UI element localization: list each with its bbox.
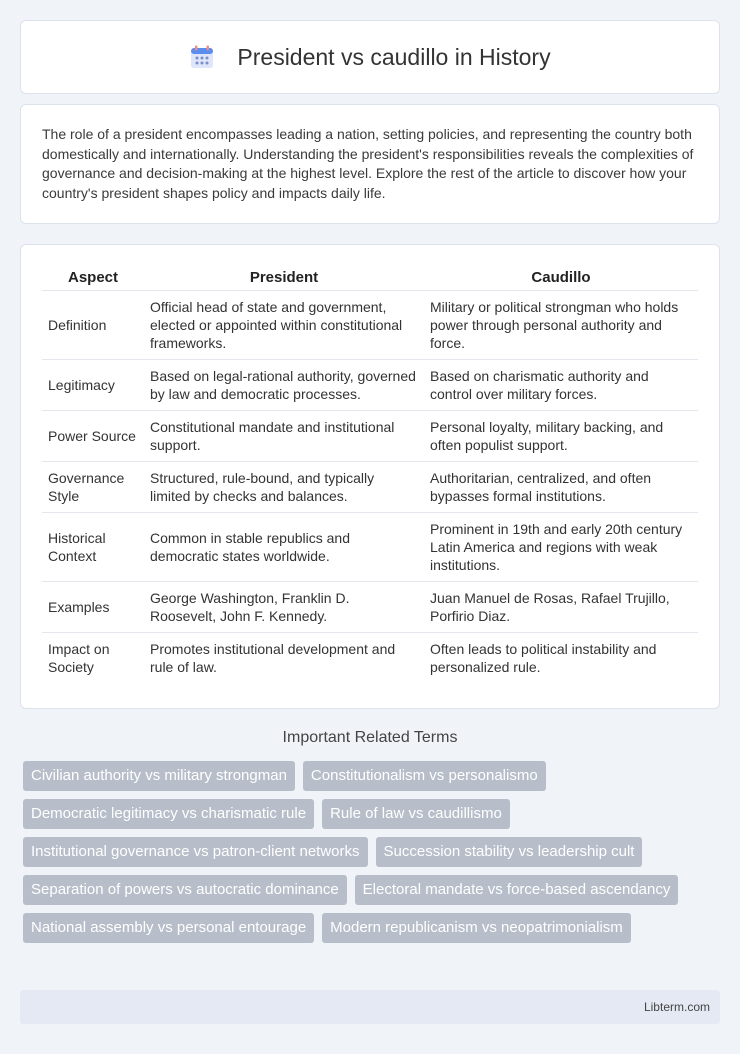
- aspect-cell: Examples: [42, 581, 144, 632]
- aspect-cell: Legitimacy: [42, 359, 144, 410]
- intro-text: The role of a president encompasses leading a nation, setting policies, and representing the country both domestically and internationally. Understanding the president's responsibilities reveals the complexities of governance and decision-making at the highest level. Explore the rest of the article to discover how your country's president shapes policy and impacts daily life.: [42, 126, 694, 201]
- aspect-cell: Governance Style: [42, 461, 144, 512]
- president-cell: Official head of state and government, elected or appointed within constitutional frameworks.: [144, 290, 424, 359]
- related-term-tag[interactable]: Civilian authority vs military strongman: [23, 761, 295, 791]
- intro-section: [20, 104, 720, 224]
- related-terms-list: [23, 761, 713, 943]
- related-terms-title: Important Related Terms: [282, 729, 458, 746]
- president-cell: Common in stable republics and democratic states worldwide.: [144, 512, 424, 581]
- footer: [20, 990, 720, 1024]
- page-title: President vs caudillo in History: [237, 43, 551, 70]
- table-row: [42, 632, 698, 683]
- caudillo-cell: Often leads to political instability and personalized rule.: [424, 632, 698, 683]
- related-term-tag[interactable]: National assembly vs personal entourage: [23, 913, 314, 943]
- related-term-tag[interactable]: Constitutionalism vs personalismo: [303, 761, 546, 791]
- footer-site-link[interactable]: Libterm.com: [643, 1000, 710, 1014]
- calendar-icon: [189, 44, 215, 70]
- aspect-cell: Impact on Society: [42, 632, 144, 683]
- president-cell: George Washington, Franklin D. Roosevelt, John F. Kennedy.: [144, 581, 424, 632]
- related-term-tag[interactable]: Institutional governance vs patron-client networks: [23, 837, 368, 867]
- aspect-cell: Definition: [42, 290, 144, 359]
- table-row: [42, 290, 698, 359]
- table-row: [42, 512, 698, 581]
- header-president: President: [249, 269, 319, 287]
- caudillo-cell: Military or political strongman who holds power through personal authority and force.: [424, 290, 698, 359]
- header-caudillo: Caudillo: [531, 269, 591, 287]
- caudillo-cell: Juan Manuel de Rosas, Rafael Trujillo, Porfirio Diaz.: [424, 581, 698, 632]
- caudillo-cell: Prominent in 19th and early 20th century Latin America and regions with weak institutions.: [424, 512, 698, 581]
- aspect-cell: Historical Context: [42, 512, 144, 581]
- caudillo-cell: Authoritarian, centralized, and often bypasses formal institutions.: [424, 461, 698, 512]
- president-cell: Structured, rule-bound, and typically limited by checks and balances.: [144, 461, 424, 512]
- table-row: [42, 410, 698, 461]
- page-header: [20, 20, 720, 94]
- related-term-tag[interactable]: Rule of law vs caudillismo: [322, 799, 510, 829]
- related-term-tag[interactable]: Electoral mandate vs force-based ascendancy: [355, 875, 679, 905]
- comparison-section: [20, 244, 720, 709]
- table-row: [42, 359, 698, 410]
- table-row: [42, 581, 698, 632]
- table-row: [42, 461, 698, 512]
- related-term-tag[interactable]: Modern republicanism vs neopatrimonialism: [322, 913, 631, 943]
- comparison-table: [42, 266, 698, 683]
- aspect-cell: Power Source: [42, 410, 144, 461]
- related-term-tag[interactable]: Succession stability vs leadership cult: [376, 837, 643, 867]
- president-cell: Promotes institutional development and rule of law.: [144, 632, 424, 683]
- president-cell: Based on legal-rational authority, governed by law and democratic processes.: [144, 359, 424, 410]
- table-header-row: [42, 266, 698, 290]
- related-term-tag[interactable]: Separation of powers vs autocratic dominance: [23, 875, 347, 905]
- president-cell: Constitutional mandate and institutional support.: [144, 410, 424, 461]
- header-aspect: Aspect: [67, 269, 119, 287]
- caudillo-cell: Personal loyalty, military backing, and often populist support.: [424, 410, 698, 461]
- related-term-tag[interactable]: Democratic legitimacy vs charismatic rule: [23, 799, 314, 829]
- caudillo-cell: Based on charismatic authority and control over military forces.: [424, 359, 698, 410]
